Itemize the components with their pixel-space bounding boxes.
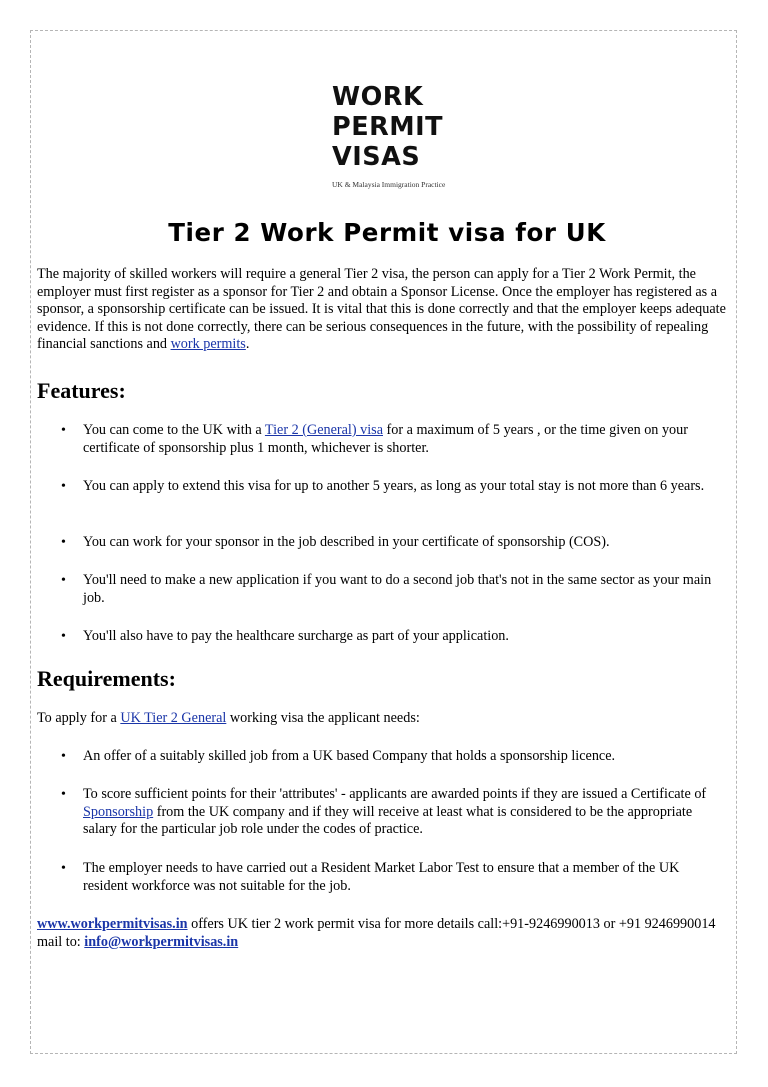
item-text-cont: for a maximum of 5 years , or the time given on your certificate of sponsorship plus 1 month, whichever is shorter.: [83, 422, 688, 456]
list-item: [37, 786, 737, 839]
req-intro-text: To apply for a: [37, 710, 121, 726]
intro-text: The majority of skilled workers will require a general Tier 2 visa, the person can apply for a Tier 2 Work Permit, the employer must first register as a sponsor for Tier 2 and obtain a Sponsor License. Once the employer has registered as a sponsor, a sponsorship certificate can be issued. It is vital that this is done correctly and that the employer keeps adequate evidence. If this is not done correctly, there can be serious consequences in the future, with the possibility of repealing financial sanctions and: [37, 266, 726, 353]
logo-line-visas: VISAS: [332, 142, 421, 172]
features-heading: Features:: [37, 378, 126, 403]
site-link[interactable]: www.workpermitvisas.in: [37, 916, 188, 932]
list-item: [37, 572, 737, 607]
requirements-intro: [37, 710, 737, 728]
page-title: Tier 2 Work Permit visa for UK: [168, 218, 606, 247]
footer-text: offers UK tier 2 work permit visa for more details call:+91-9246990013 or +91 9246990014 mail to:: [37, 916, 716, 950]
bullet-icon: •: [61, 749, 66, 764]
req-intro-end: working visa the applicant needs:: [226, 710, 420, 726]
work-permits-link[interactable]: work permits: [170, 336, 246, 353]
logo-tagline: UK & Malaysia Immigration Practice: [332, 180, 446, 189]
list-item: [37, 478, 737, 496]
item-text: You can apply to extend this visa for up to another 5 years, as long as your total stay is not more than 6 years.: [83, 478, 705, 494]
list-item: [37, 534, 737, 552]
uk-tier2-general-link[interactable]: UK Tier 2 General: [120, 710, 227, 726]
footer-paragraph: [37, 916, 737, 951]
sponsorship-link[interactable]: Sponsorship: [83, 803, 154, 820]
intro-end: .: [245, 336, 250, 353]
item-text: The employer needs to have carried out a Resident Market Labor Test to ensure that a member of the UK resident workforce was not suitable for the job.: [83, 860, 680, 894]
list-item: [37, 422, 737, 457]
requirements-heading: Requirements:: [37, 666, 176, 691]
list-item: [37, 860, 737, 895]
list-item: [37, 628, 737, 646]
email-link[interactable]: info@workpermitvisas.in: [84, 933, 239, 950]
bullet-icon: •: [61, 479, 66, 494]
bullet-icon: •: [61, 423, 66, 438]
item-text: You can come to the UK with a: [83, 422, 265, 438]
item-text: You can work for your sponsor in the job described in your certificate of sponsorship (COS).: [83, 534, 610, 550]
company-logo: [332, 82, 462, 192]
logo-line-permit: PERMIT: [332, 112, 444, 142]
item-text-cont: from the UK company and if they will receive at least what is considered to be the appropriate salary for the particular job role under the codes of practice.: [83, 803, 693, 838]
intro-paragraph: [37, 266, 737, 354]
bullet-icon: •: [61, 787, 66, 802]
item-text: An offer of a suitably skilled job from a UK based Company that holds a sponsorship licence.: [83, 748, 616, 764]
item-text: You'll need to make a new application if you want to do a second job that's not in the same sector as your main job.: [83, 572, 712, 606]
logo-line-work: WORK: [332, 82, 424, 112]
bullet-icon: •: [61, 629, 66, 644]
item-text: To score sufficient points for their 'attributes' - applicants are awarded points if they are issued a Certificate of: [83, 786, 707, 802]
list-item: [37, 748, 737, 766]
tier2-general-visa-link[interactable]: Tier 2 (General) visa: [264, 422, 383, 438]
item-text: You'll also have to pay the healthcare surcharge as part of your application.: [83, 628, 509, 644]
bullet-icon: •: [61, 861, 66, 876]
bullet-icon: •: [61, 535, 66, 550]
bullet-icon: •: [61, 573, 66, 588]
